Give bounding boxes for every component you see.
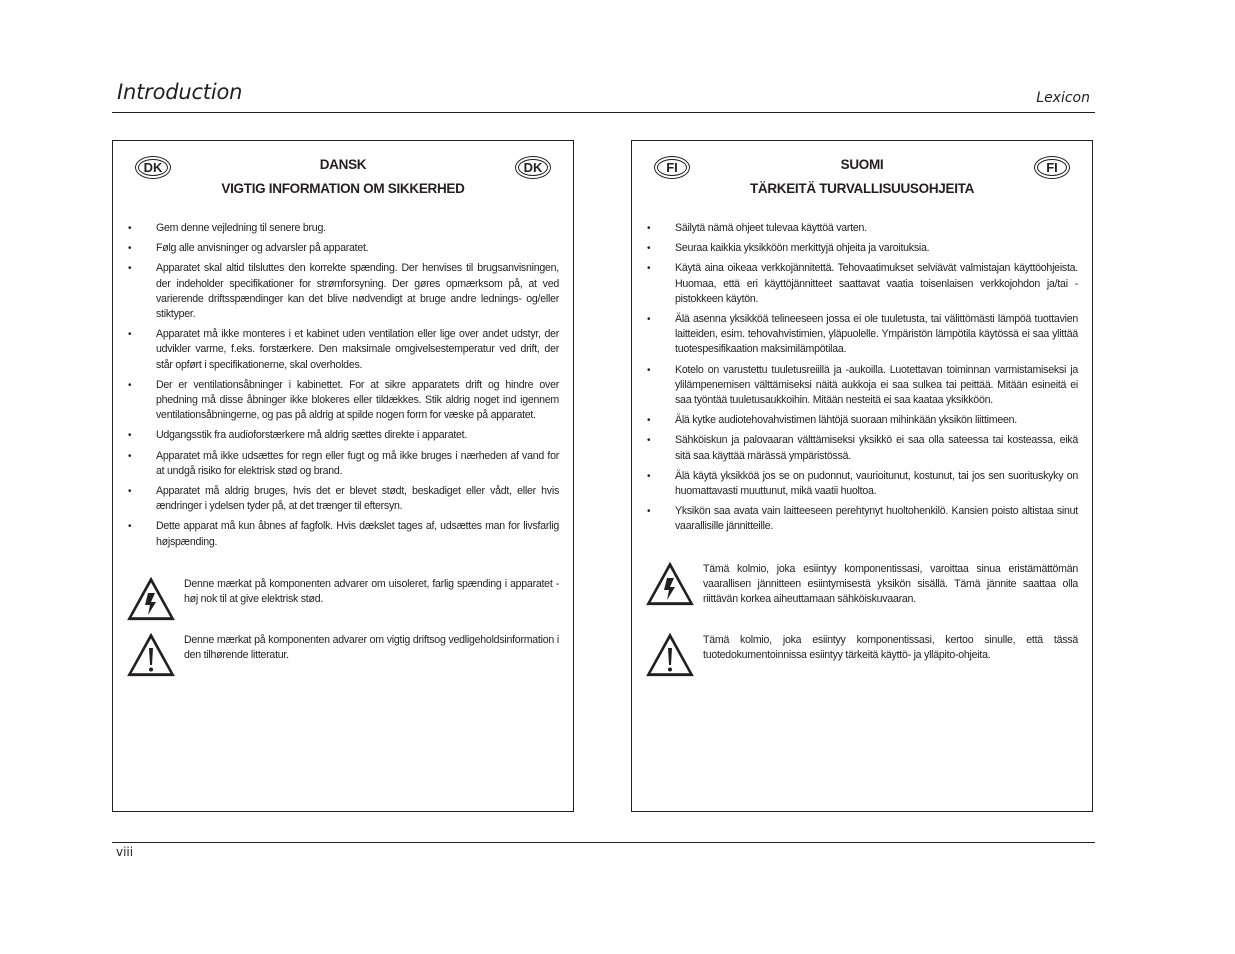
notice-text: Tämä kolmio, joka esiintyy komponentissasi, varoittaa sinua eristämättömän vaarallisen jännitteen esiintymisestä yksikön sisällä. Tämä jännite saattaa olla riittävän korkea aiheuttamaan sähköiskuvaaran. [703,563,1078,606]
list-item: • Älä kytke audiotehovahvistimen lähtöjä suoraan mihinkään yksikön liittimeen. [646,413,1078,428]
safety-list [646,221,1078,540]
list-item: • Älä käytä yksikköä jos se on pudonnut, vaurioitunut, kostunut, tai jos sen suorituskyky on huomattavasti muuttunut, mikä vaatii huoltoa. [646,469,1078,499]
list-item: • Älä asenna yksikköä telineeseen jossa ei ole tuuletusta, tai välittömästi lämpöä tuottavien laitteiden, esim. tehovahvistimien, yläpuolelle. Ympäristön lämpötila käytössä ei saa ylittää tuotespesifikaation maksimilämpötilaa. [646,312,1078,358]
list-item: • Apparatet skal altid tilsluttes den korrekte spænding. Der henvises til brugsanvisningen, der indeholder specifikationer for strømforsyning. Der gøres opmærksom på, at ved varierende driftsspændinger kan det blive nødvendigt at bruge andre lednings- og/eller stiktyper. [127,261,559,322]
language-badge: DK [135,156,171,179]
language-badge: DK [515,156,551,179]
panel-subtitle: TÄRKEITÄ TURVALLISUUSOHJEITA [749,181,975,196]
brand-name: Lexicon [1036,90,1090,106]
safety-list [127,221,559,555]
panel-heading [702,153,1022,201]
list-item: • Seuraa kaikkia yksikköön merkittyjä ohjeita ja varoituksia. [646,241,1078,256]
language-badge: FI [1034,156,1070,179]
list-item: • Apparatet må ikke monteres i et kabinet uden ventilation eller lige over andet udstyr, der udvikler varme, f.eks. forstærkere. Den maksimale omgivelsestemperatur ved drift, der står opført i specifikationerne, skal overholdes. [127,327,559,373]
panel-language: SUOMI [840,157,884,172]
list-item: • Apparatet må aldrig bruges, hvis det er blevet stødt, beskadiget eller vådt, eller hvis ændringer i ydelsen tyder på, at det trænger til eftersyn. [127,484,559,514]
list-item: • Käytä aina oikeaa verkkojännitettä. Tehovaatimukset selviävät valmistajan käyttöohjeista. Huomaa, että eri käyttöjännitteet saattavat vaatia toisenlaisen verkkojohdon ja/tai -pistokkeen käytön. [646,261,1078,307]
list-item: • Dette apparat må kun åbnes af fagfolk. Hvis dækslet tages af, udsættes man for livsfarlig højspænding. [127,519,559,549]
notice-text: Tämä kolmio, joka esiintyy komponentissasi, kertoo sinulle, että tässä tuotedokumentoinnissa esiintyy tärkeitä käyttö- ja ylläpito-ohjeita. [703,634,1078,662]
safety-panel-danish [112,140,574,812]
exclamation-warning-icon [127,633,175,677]
lightning-warning-icon [127,577,175,621]
notice-text: Denne mærkat på komponenten advarer om vigtig driftsog vedligeholdsinformation i den tilhørende litteratur. [184,634,559,662]
list-item: • Sähköiskun ja palovaaran välttämiseksi yksikkö ei saa olla sateessa tai kosteassa, eikä sitä saa käyttää märässä ympäristössä. [646,433,1078,463]
panel-heading [183,153,503,201]
list-item: • Säilytä nämä ohjeet tulevaa käyttöä varten. [646,221,1078,236]
panel-language: DANSK [319,157,367,172]
exclamation-warning-icon [646,633,694,677]
page-number: viii [116,845,134,859]
safety-panel-finnish [631,140,1093,812]
list-item: • Gem denne vejledning til senere brug. [127,221,559,236]
page-title: Introduction [117,80,243,104]
list-item: • Apparatet må ikke udsættes for regn eller fugt og må ikke bruges i nærheden af vand for at undgå risiko for elektrisk stød og brand. [127,449,559,479]
list-item: • Følg alle anvisninger og advarsler på apparatet. [127,241,559,256]
header-rule [112,112,1095,113]
panel-subtitle: VIGTIG INFORMATION OM SIKKERHED [221,181,465,196]
list-item: • Udgangsstik fra audioforstærkere må aldrig sættes direkte i apparatet. [127,428,559,443]
footer-rule [112,842,1095,843]
list-item: • Der er ventilationsåbninger i kabinettet. For at sikre apparatets drift og hindre over phedning må disse åbninger ikke blokeres eller tildækkes. Stik aldrig noget ind igennem ventilationsåbningerne, og pas på aldrig at spilde nogen form for væske på apparatet. [127,378,559,424]
lightning-warning-icon [646,562,694,606]
language-badge: FI [654,156,690,179]
list-item: • Yksikön saa avata vain laitteeseen perehtynyt huoltohenkilö. Kansien poisto altistaa sinut vaarallisille jännitteille. [646,504,1078,534]
list-item: • Kotelo on varustettu tuuletusreiillä ja -aukoilla. Luotettavan toiminnan varmistamiseksi ja ylilämpenemisen välttämiseksi näitä aukkoja ei saa sulkea tai peittää. Mitään esineitä ei saa työntää tuuletusaukkoihin. Mitään nesteitä ei saa kaataa yksikköön. [646,363,1078,409]
notice-text: Denne mærkat på komponenten advarer om uisoleret, farlig spænding i apparatet - høj nok til at give elektrisk stød. [184,578,559,606]
